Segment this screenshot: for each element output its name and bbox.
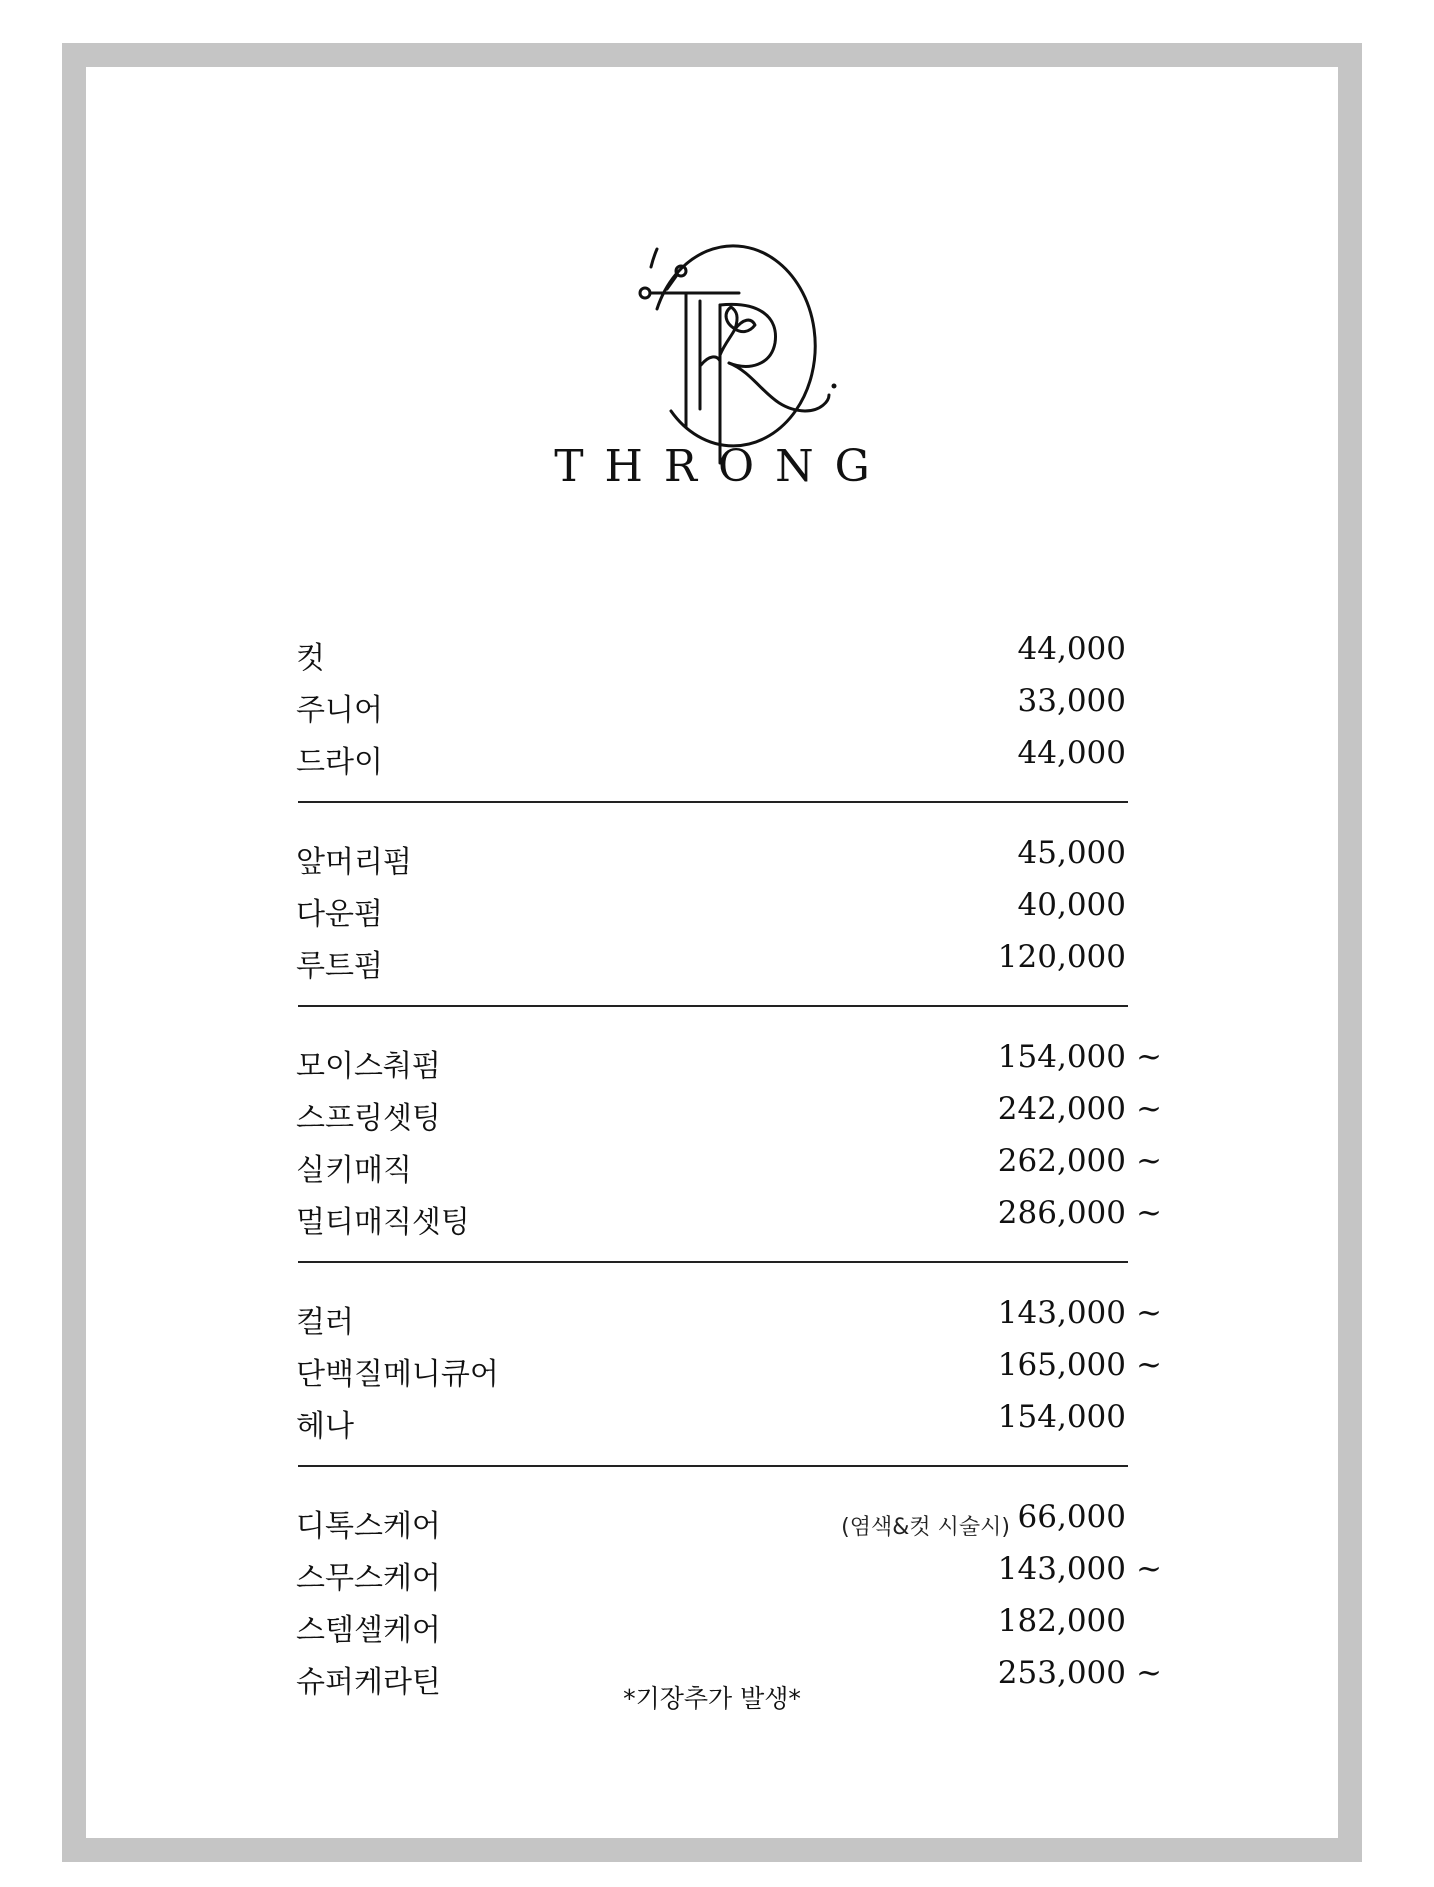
list-item	[296, 1343, 1162, 1395]
section-divider	[298, 1005, 1128, 1007]
service-name: 루트펌	[296, 949, 383, 984]
price-list	[296, 627, 1162, 1703]
service-name: 슈퍼케라틴	[296, 1665, 441, 1700]
list-item	[296, 679, 1148, 731]
price-from-tilde: ~	[1136, 1143, 1162, 1179]
list-item	[296, 1547, 1162, 1599]
service-name: 드라이	[296, 745, 383, 780]
list-item	[296, 627, 1148, 679]
service-price: 143,000	[997, 1551, 1126, 1587]
list-item	[296, 1395, 1148, 1447]
service-name: 앞머리펌	[296, 845, 412, 880]
list-item	[296, 1035, 1162, 1087]
service-price: 242,000	[997, 1091, 1126, 1127]
service-note: (염색&컷 시술시)	[841, 1515, 1010, 1540]
service-price: 120,000	[997, 939, 1126, 975]
price-from-tilde: ~	[1136, 1551, 1162, 1587]
list-item	[296, 1599, 1148, 1651]
service-price: 66,000	[1017, 1499, 1126, 1535]
price-from-tilde: ~	[1136, 1295, 1162, 1331]
service-name: 단백질메니큐어	[296, 1357, 499, 1392]
service-price: 154,000	[997, 1039, 1126, 1075]
service-name: 실키매직	[296, 1153, 412, 1188]
list-item	[296, 831, 1148, 883]
section-divider	[298, 1261, 1128, 1263]
list-item	[296, 935, 1148, 987]
page-border	[62, 43, 1362, 1862]
list-item	[296, 1291, 1162, 1343]
service-name: 스템셀케어	[296, 1613, 441, 1648]
service-price: 286,000	[997, 1195, 1126, 1231]
service-price: 40,000	[1017, 887, 1126, 923]
service-price: 154,000	[997, 1399, 1126, 1435]
price-from-tilde: ~	[1136, 1195, 1162, 1231]
tr-monogram-logo-icon	[609, 205, 849, 475]
service-name: 주니어	[296, 693, 383, 728]
price-from-tilde: ~	[1136, 1039, 1162, 1075]
brand-name: THRONG	[554, 441, 891, 492]
list-item	[296, 731, 1148, 783]
service-price: 44,000	[1017, 631, 1126, 667]
service-price: 165,000	[997, 1347, 1126, 1383]
service-price: 253,000	[997, 1655, 1126, 1691]
service-name: 멀티매직셋팅	[296, 1205, 470, 1240]
service-price: 182,000	[997, 1603, 1126, 1639]
service-price: 262,000	[997, 1143, 1126, 1179]
service-name: 스무스케어	[296, 1561, 441, 1596]
price-from-tilde: ~	[1136, 1091, 1162, 1127]
service-price: 45,000	[1017, 835, 1126, 871]
section-divider	[298, 801, 1128, 803]
service-name: 디톡스케어	[296, 1509, 441, 1544]
service-name: 모이스춰펌	[296, 1049, 441, 1084]
price-from-tilde: ~	[1136, 1347, 1162, 1383]
list-item	[296, 1087, 1162, 1139]
service-name: 스프링셋팅	[296, 1101, 441, 1136]
service-name: 헤나	[296, 1409, 354, 1444]
service-name: 컬러	[296, 1305, 354, 1340]
price-menu-sheet	[86, 67, 1338, 1838]
list-item	[296, 1495, 1148, 1547]
list-item	[296, 1191, 1162, 1243]
service-price: 33,000	[1017, 683, 1126, 719]
footnote: *기장추가 발생*	[623, 1684, 801, 1713]
list-item	[296, 1139, 1162, 1191]
list-item	[296, 883, 1148, 935]
price-from-tilde: ~	[1136, 1655, 1162, 1691]
service-name: 다운펌	[296, 897, 383, 932]
service-price: 143,000	[997, 1295, 1126, 1331]
section-divider	[298, 1465, 1128, 1467]
service-name: 컷	[296, 641, 325, 676]
service-price: 44,000	[1017, 735, 1126, 771]
